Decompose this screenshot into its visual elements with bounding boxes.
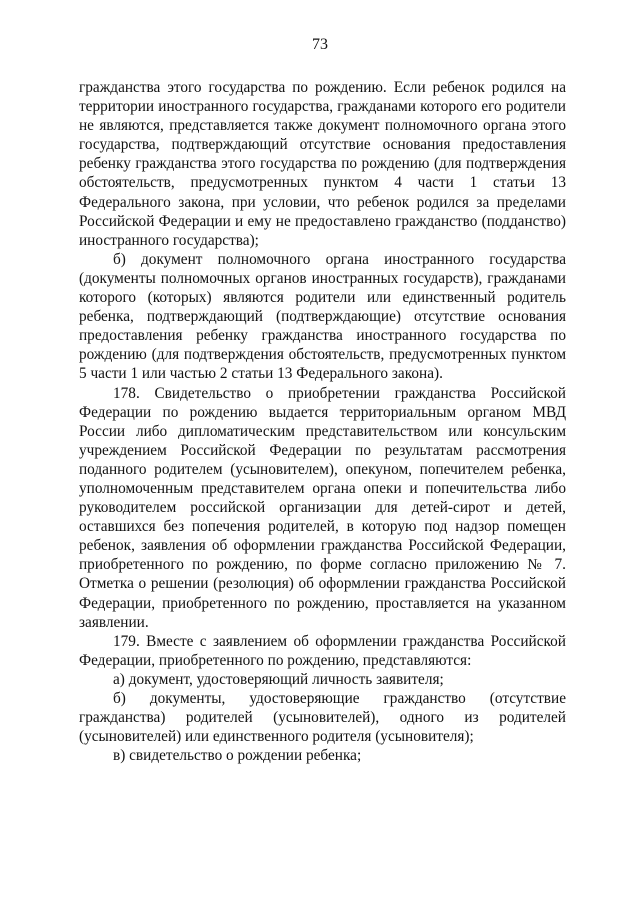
paragraph-179-item-a: а) документ, удостоверяющий личность заявителя; <box>113 670 444 688</box>
paragraph-179-item-b: б) документы, удостоверяющие гражданство (отсутствие гражданства) родителей (усыновителей), одного из родителей (усыновителей) или единственного родителя (усыновителя); <box>79 690 566 746</box>
page-number: 73 <box>312 36 328 53</box>
paragraph-continuation: гражданства этого государства по рождению. Если ребенок родился на территории иностранного государства, гражданами которого его родители не являются, представляется также документ полномочного органа этого государства, подтверждающий отсутствие основания предоставления ребенку гражданства этого государства по рождению (для подтверждения обстоятельств, предусмотренных пунктом 4 части 1 статьи 13 Федерального закона, при условии, что ребенок родился за пределами Российской Федерации и ему не предоставлено гражданство (подданство) иностранного государства); <box>79 79 566 249</box>
paragraph-item-b: б) документ полномочного органа иностранного государства (документы полномочных органов иностранных государств), гражданами которого (которых) являются родители или единственный родитель ребенка, подтверждающий (подтверждающие) отсутствие основания предоставления ребенку гражданства иностранного государства по рождению (для подтверждения обстоятельств, предусмотренных пунктом 5 части 1 или частью 2 статьи 13 Федерального закона). <box>79 250 566 383</box>
paragraph-179: 179. Вместе с заявлением об оформлении гражданства Российской Федерации, приобретенного по рождению, представляются: <box>79 632 566 669</box>
paragraph-179-item-v: в) свидетельство о рождении ребенка; <box>113 747 362 765</box>
paragraph-178: 178. Свидетельство о приобретении гражданства Российской Федерации по рождению выдается территориальным органом МВД России либо дипломатическим представительством или консульским учреждением Российской Федерации по результатам рассмотрения поданного родителем (усыновителем), опекуном, попечителем ребенка, уполномоченным представителем органа опеки и попечительства либо руководителем российской организации для детей-сирот и детей, оставшихся без попечения родителей, в которую под надзор помещен ребенок, заявления об оформлении гражданства Российской Федерации, приобретенного по рождению, по форме согласно приложению № 7. Отметка о решении (резолюция) об оформлении гражданства Российской Федерации, приобретенного по рождению, проставляется на указанном заявлении. <box>79 384 566 631</box>
document-body <box>79 78 566 765</box>
